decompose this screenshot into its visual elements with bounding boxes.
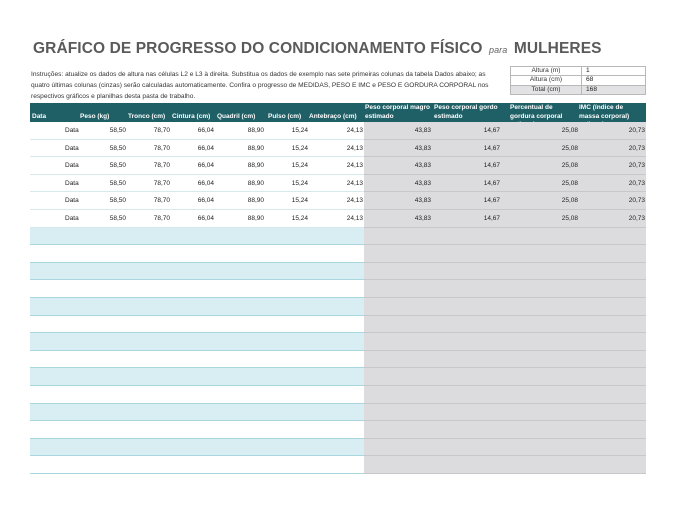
row-calculated-area: [364, 333, 646, 351]
data-table: [30, 103, 646, 474]
col-header-cintura[interactable]: Cintura (cm): [172, 112, 211, 120]
col-header-percentual-gordura[interactable]: Percentual de gordura corporal: [510, 104, 563, 120]
table-cell: 25,08: [561, 215, 578, 222]
table-cell: 25,08: [561, 179, 578, 187]
table-cell[interactable]: 58,50: [109, 179, 126, 187]
table-row: [30, 157, 646, 175]
table-cell[interactable]: Data: [65, 162, 79, 170]
row-calculated-area: [364, 298, 646, 316]
table-cell[interactable]: 58,50: [109, 215, 126, 222]
table-cell[interactable]: 78,70: [153, 215, 170, 222]
height-table: [510, 66, 646, 95]
row-input-area[interactable]: [30, 421, 364, 439]
table-cell[interactable]: 88,90: [247, 179, 264, 187]
table-row: [30, 298, 646, 316]
table-row: [30, 316, 646, 334]
row-input-area[interactable]: [30, 368, 364, 386]
table-cell: 43,83: [414, 179, 431, 187]
table-cell: 20,73: [628, 162, 645, 170]
table-cell: 20,73: [628, 179, 645, 187]
table-cell: 14,67: [483, 162, 500, 170]
height-label: Total (cm): [511, 85, 582, 94]
height-row-total: [511, 85, 646, 94]
table-cell[interactable]: 24,13: [346, 127, 363, 134]
height-row-m: [511, 67, 646, 76]
table-cell: 25,08: [561, 144, 578, 152]
table-cell[interactable]: 58,50: [109, 144, 126, 152]
table-cell: 25,08: [561, 127, 578, 134]
row-input-area[interactable]: [30, 316, 364, 334]
table-cell: 20,73: [628, 144, 645, 152]
table-cell[interactable]: Data: [65, 127, 79, 134]
table-cell[interactable]: 24,13: [346, 179, 363, 187]
height-label: Altura (m): [511, 67, 582, 76]
table-cell: 25,08: [561, 197, 578, 205]
row-calculated-area: [364, 192, 646, 210]
table-row: [30, 263, 646, 281]
row-calculated-area: [364, 175, 646, 193]
table-cell: 43,83: [414, 127, 431, 134]
row-calculated-area: [364, 263, 646, 281]
col-header-peso[interactable]: Peso (kg): [80, 112, 110, 120]
row-calculated-area: [364, 421, 646, 439]
col-header-quadril[interactable]: Quadril (cm): [217, 112, 256, 120]
row-calculated-area: [364, 351, 646, 369]
table-cell[interactable]: 66,04: [197, 162, 214, 170]
table-cell[interactable]: 24,13: [346, 197, 363, 205]
table-row: [30, 404, 646, 422]
table-cell: 14,67: [483, 197, 500, 205]
table-cell: 43,83: [414, 197, 431, 205]
table-row: [30, 140, 646, 158]
table-cell: 20,73: [628, 197, 645, 205]
col-header-antebraco[interactable]: Antebraço (cm): [309, 112, 357, 120]
row-calculated-area: [364, 456, 646, 474]
col-header-imc[interactable]: IMC (índice de massa corporal): [579, 104, 630, 120]
title-connector: para: [488, 45, 508, 55]
table-cell[interactable]: Data: [65, 197, 79, 205]
table-row: [30, 386, 646, 404]
row-input-area[interactable]: [30, 263, 364, 281]
table-cell[interactable]: 78,70: [153, 197, 170, 205]
table-cell[interactable]: 88,90: [247, 215, 264, 222]
title-main: GRÁFICO DE PROGRESSO DO CONDICIONAMENTO FÍSICO: [33, 40, 483, 57]
row-calculated-area: [364, 280, 646, 298]
table-cell[interactable]: 88,90: [247, 144, 264, 152]
table-cell: 14,67: [483, 215, 500, 222]
height-label: Altura (cm): [511, 76, 582, 85]
row-input-area[interactable]: [30, 280, 364, 298]
table-cell[interactable]: 24,13: [346, 215, 363, 222]
table-cell[interactable]: Data: [65, 215, 79, 222]
table-cell[interactable]: 58,50: [109, 162, 126, 170]
table-cell[interactable]: 15,24: [291, 215, 308, 222]
table-cell[interactable]: 78,70: [153, 179, 170, 187]
row-calculated-area: [364, 316, 646, 334]
table-row: [30, 210, 646, 228]
table-cell[interactable]: 66,04: [197, 127, 214, 134]
table-cell: 43,83: [414, 144, 431, 152]
row-calculated-area: [364, 404, 646, 422]
row-calculated-area: [364, 386, 646, 404]
table-cell[interactable]: Data: [65, 179, 79, 187]
table-row: [30, 351, 646, 369]
table-cell[interactable]: 78,70: [153, 162, 170, 170]
table-header: [30, 103, 646, 122]
table-cell: 25,08: [561, 162, 578, 170]
table-cell[interactable]: 66,04: [197, 215, 214, 222]
table-row: [30, 122, 646, 140]
table-row: [30, 175, 646, 193]
table-cell: 14,67: [483, 179, 500, 187]
table-cell[interactable]: 66,04: [197, 179, 214, 187]
table-cell[interactable]: 15,24: [291, 197, 308, 205]
table-cell[interactable]: 66,04: [197, 144, 214, 152]
row-calculated-area: [364, 140, 646, 158]
row-input-area[interactable]: [30, 351, 364, 369]
table-cell[interactable]: 78,70: [153, 144, 170, 152]
table-cell[interactable]: 15,24: [291, 179, 308, 187]
row-calculated-area: [364, 439, 646, 457]
page-title: [33, 40, 602, 58]
table-cell: 14,67: [483, 127, 500, 134]
table-row: [30, 192, 646, 210]
table-cell[interactable]: 58,50: [109, 127, 126, 134]
table-cell[interactable]: 24,13: [346, 144, 363, 152]
table-row: [30, 228, 646, 246]
row-calculated-area: [364, 210, 646, 228]
table-cell[interactable]: 66,04: [197, 197, 214, 205]
row-input-area[interactable]: [30, 456, 364, 474]
col-header-pulso[interactable]: Pulso (cm): [268, 112, 302, 120]
table-row: [30, 439, 646, 457]
table-cell: 20,73: [628, 215, 645, 222]
height-value[interactable]: 68: [582, 76, 646, 85]
row-input-area[interactable]: [30, 298, 364, 316]
table-cell: 43,83: [414, 215, 431, 222]
table-cell: 43,83: [414, 162, 431, 170]
table-row: [30, 333, 646, 351]
table-cell[interactable]: 78,70: [153, 127, 170, 134]
table-cell: 20,73: [628, 127, 645, 134]
col-header-peso-gordo[interactable]: Peso corporal gordo estimado: [434, 104, 498, 120]
table-row: [30, 456, 646, 474]
height-row-cm: [511, 76, 646, 85]
row-calculated-area: [364, 122, 646, 140]
table-cell[interactable]: 15,24: [291, 144, 308, 152]
row-input-area[interactable]: [30, 228, 364, 246]
table-cell[interactable]: 15,24: [291, 127, 308, 134]
row-input-area[interactable]: [30, 439, 364, 457]
table-cell[interactable]: 15,24: [291, 162, 308, 170]
instructions-text: Instruções: atualize os dados de altura nas células L2 e L3 à direita. Substitua os dados de exemplo nas sete primeiras colunas da tabela Dados abaixo; as quatro últimas colunas (cinzas) serão calculadas automaticamente. Confira o progresso de MEDIDAS, PESO E IMC e PESO E GORDURA CORPORAL nos respectivos gráficos e planilhas desta pasta de trabalho.: [31, 71, 489, 100]
table-cell[interactable]: Data: [65, 144, 79, 152]
table-cell[interactable]: 88,90: [247, 197, 264, 205]
col-header-data[interactable]: Data: [32, 112, 47, 120]
height-value[interactable]: 1: [582, 67, 646, 76]
row-calculated-area: [364, 368, 646, 386]
table-row: [30, 421, 646, 439]
row-calculated-area: [364, 228, 646, 246]
table-row: [30, 280, 646, 298]
row-calculated-area: [364, 245, 646, 263]
row-calculated-area: [364, 157, 646, 175]
height-value: 168: [582, 85, 646, 94]
table-cell[interactable]: 24,13: [346, 162, 363, 170]
row-input-area[interactable]: [30, 386, 364, 404]
row-input-area[interactable]: [30, 333, 364, 351]
table-cell: 14,67: [483, 144, 500, 152]
col-header-tronco[interactable]: Tronco (cm): [128, 112, 166, 120]
col-header-peso-magro[interactable]: Peso corporal magro estimado: [365, 104, 431, 120]
title-suffix: MULHERES: [513, 40, 602, 57]
table-cell[interactable]: 88,90: [247, 127, 264, 134]
table-row: [30, 245, 646, 263]
row-input-area[interactable]: [30, 245, 364, 263]
table-cell[interactable]: 58,50: [109, 197, 126, 205]
table-row: [30, 368, 646, 386]
table-cell[interactable]: 88,90: [247, 162, 264, 170]
row-input-area[interactable]: [30, 404, 364, 422]
